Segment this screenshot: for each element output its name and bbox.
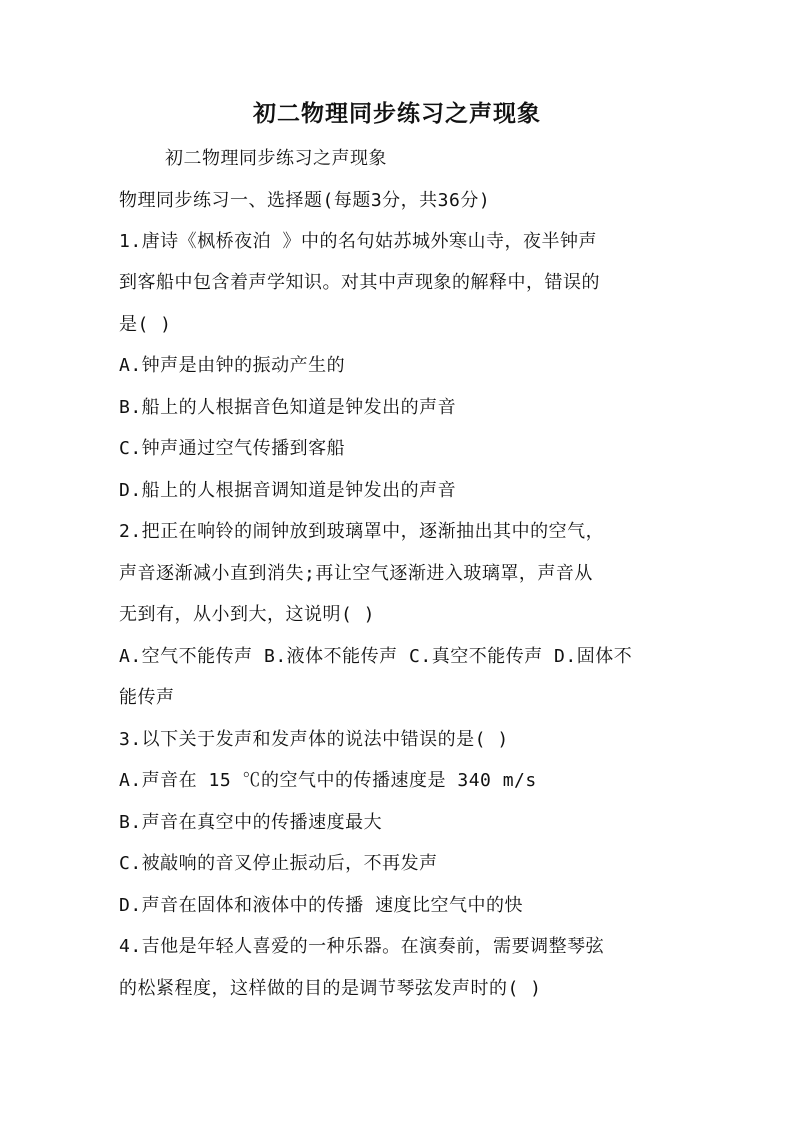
question-1-option-b: B.船上的人根据音色知道是钟发出的声音: [119, 397, 457, 418]
question-3-option-a: A.声音在 15 ℃的空气中的传播速度是 340 m/s: [119, 770, 537, 791]
question-1-line-1: 1.唐诗《枫桥夜泊 》中的名句姑苏城外寒山寺，夜半钟声: [119, 231, 598, 252]
section-heading: 物理同步练习一、选择题(每题3分，共36分): [119, 190, 491, 211]
question-1-line-2: 到客船中包含着声学知识。对其中声现象的解释中，错误的: [119, 272, 600, 293]
question-2-line-2: 声音逐渐减小直到消失;再让空气逐渐进入玻璃罩，声音从: [119, 563, 593, 584]
question-1-option-c: C.钟声通过空气传播到客船: [119, 438, 346, 459]
question-3-option-c: C.被敲响的音叉停止振动后，不再发声: [119, 853, 438, 874]
question-4-line-1: 4.吉他是年轻人喜爱的一种乐器。在演奏前，需要调整琴弦: [119, 936, 605, 957]
question-3-line-1: 3.以下关于发声和发声体的说法中错误的是( ): [119, 729, 509, 750]
question-3-option-b: B.声音在真空中的传播速度最大: [119, 812, 383, 833]
document-title: 初二物理同步练习之声现象: [253, 100, 541, 127]
question-3-option-d: D.声音在固体和液体中的传播 速度比空气中的快: [119, 895, 524, 916]
question-2-options-cont: 能传声: [119, 687, 175, 708]
question-1-option-d: D.船上的人根据音调知道是钟发出的声音: [119, 480, 457, 501]
question-2-line-3: 无到有，从小到大，这说明( ): [119, 604, 376, 625]
question-4-line-2: 的松紧程度，这样做的目的是调节琴弦发声时的( ): [119, 978, 542, 999]
question-2-options: A.空气不能传声 B.液体不能传声 C.真空不能传声 D.固体不: [119, 646, 633, 667]
question-1-option-a: A.钟声是由钟的振动产生的: [119, 355, 346, 376]
document-subtitle: 初二物理同步练习之声现象: [165, 148, 387, 169]
question-1-line-3: 是( ): [119, 314, 172, 335]
question-2-line-1: 2.把正在响铃的闹钟放到玻璃罩中，逐渐抽出其中的空气，: [119, 521, 605, 542]
